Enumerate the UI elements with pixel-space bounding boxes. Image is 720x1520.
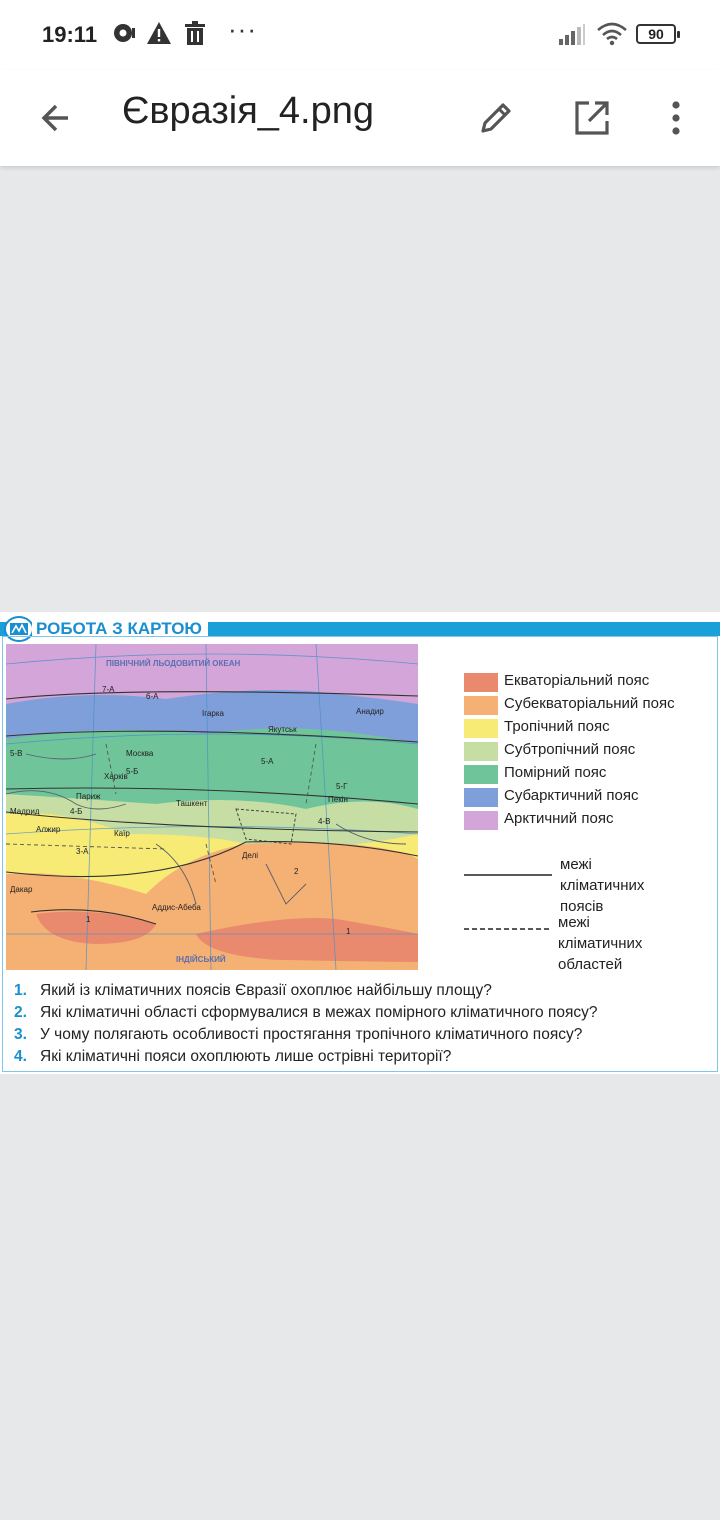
sync-icon (112, 20, 136, 51)
more-vert-icon (670, 100, 682, 136)
svg-text:ПІВНІЧНИЙ ЛЬОДОВИТИЙ ОКЕАН: ПІВНІЧНИЙ ЛЬОДОВИТИЙ ОКЕАН (106, 659, 241, 668)
legend-swatch (464, 788, 498, 807)
svg-text:4-В: 4-В (318, 817, 331, 826)
svg-text:5-В: 5-В (10, 749, 23, 758)
legend-item (464, 810, 704, 830)
legend-label: Субекваторіальний пояс (504, 695, 675, 712)
svg-text:5-Б: 5-Б (126, 767, 139, 776)
svg-text:3-А: 3-А (76, 847, 89, 856)
svg-text:Пекін: Пекін (328, 795, 348, 804)
legend-item (464, 764, 704, 784)
legend-item (464, 672, 704, 692)
pencil-icon (477, 99, 515, 137)
svg-text:4-Б: 4-Б (70, 807, 83, 816)
edit-button[interactable] (466, 88, 526, 148)
image-viewer-content[interactable] (0, 612, 720, 1074)
more-notifications-icon: ··· (228, 14, 257, 44)
svg-text:Ташкент: Ташкент (176, 799, 208, 808)
legend-swatch (464, 765, 498, 784)
legend-item (464, 787, 704, 807)
svg-text:Якутськ: Якутськ (268, 725, 297, 734)
status-bar (0, 0, 720, 70)
svg-text:Каїр: Каїр (114, 829, 130, 838)
signal-icon (558, 24, 586, 51)
svg-text:Аддис-Абеба: Аддис-Абеба (152, 903, 201, 912)
legend-label: Субарктичний пояс (504, 787, 639, 804)
battery-indicator: 90 (636, 24, 676, 44)
svg-text:2: 2 (294, 867, 299, 876)
open-with-button[interactable] (562, 88, 622, 148)
question-item: 1. Який із кліматичних поясів Євразії охоплює найбільшу площу? (14, 982, 492, 999)
svg-text:Москва: Москва (126, 749, 154, 758)
climate-map (6, 644, 418, 970)
open-external-icon (573, 99, 611, 137)
svg-text:6-А: 6-А (146, 692, 159, 701)
back-button[interactable] (26, 88, 86, 148)
legend-label: Тропічний пояс (504, 718, 610, 735)
legend-item (464, 741, 704, 761)
svg-text:Анадир: Анадир (356, 707, 384, 716)
more-options-button[interactable] (646, 88, 706, 148)
belt-boundary-label: межі кліматичних поясів (560, 856, 645, 915)
legend-label: Субтропічний пояс (504, 741, 636, 758)
section-header: РОБОТА З КАРТОЮ (32, 618, 208, 640)
legend-swatch (464, 696, 498, 715)
svg-text:Харків: Харків (104, 772, 128, 781)
trash-icon (184, 20, 206, 51)
svg-text:7-А: 7-А (102, 685, 115, 694)
legend-label: Помірний пояс (504, 764, 607, 781)
app-bar (0, 70, 720, 166)
svg-text:5-Г: 5-Г (336, 782, 348, 791)
area-boundary-label: межі кліматичних областей (558, 914, 643, 973)
svg-text:Ігарка: Ігарка (202, 709, 224, 718)
status-time: 19:11 (42, 22, 98, 47)
svg-text:Дакар: Дакар (10, 885, 33, 894)
svg-text:1: 1 (346, 927, 351, 936)
legend-label: Арктичний пояс (504, 810, 614, 827)
svg-text:5-А: 5-А (261, 757, 274, 766)
legend-item (464, 695, 704, 715)
legend-swatch (464, 811, 498, 830)
legend-swatch (464, 719, 498, 738)
wifi-icon (596, 22, 628, 51)
belt-boundary-line (464, 872, 554, 878)
svg-text:Мадрид: Мадрид (10, 807, 40, 816)
legend-item (464, 718, 704, 738)
legend-swatch (464, 742, 498, 761)
svg-text:1: 1 (86, 915, 91, 924)
arrow-back-icon (38, 100, 74, 136)
warning-icon (146, 20, 172, 51)
page-title: Євразія_4.png (122, 90, 375, 132)
legend-label: Екваторіальний пояс (504, 672, 650, 689)
svg-text:ІНДІЙСЬКИЙ: ІНДІЙСЬКИЙ (176, 955, 226, 964)
svg-text:Алжир: Алжир (36, 825, 61, 834)
area-boundary-line (464, 926, 554, 932)
question-item: 4. Які кліматичні пояси охоплюють лише острівні території? (14, 1048, 452, 1065)
legend-swatch (464, 673, 498, 692)
svg-text:Париж: Париж (76, 792, 101, 801)
question-item: 3. У чому полягають особливості простягання тропічного кліматичного поясу? (14, 1026, 583, 1043)
svg-text:Делі: Делі (242, 851, 259, 860)
question-item: 2. Які кліматичні області сформувалися в межах помірного кліматичного поясу? (14, 1004, 598, 1021)
